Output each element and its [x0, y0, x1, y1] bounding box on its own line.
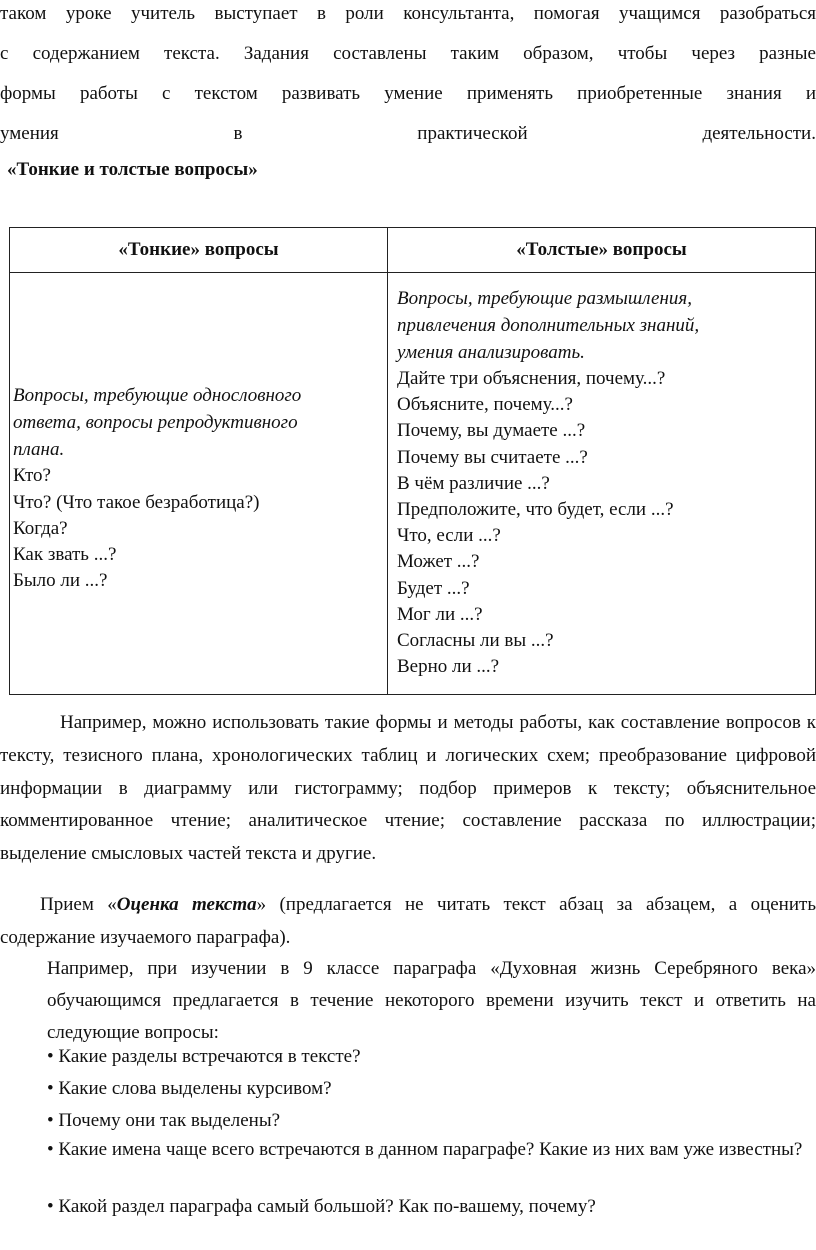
thick-question: Согласны ли вы ...?: [397, 630, 554, 652]
thin-question: Как звать ...?: [13, 544, 117, 566]
thick-question: Что, если ...?: [397, 525, 501, 547]
thick-question: Объясните, почему...?: [397, 394, 573, 416]
intro-line-2: с содержанием текста. Задания составлены таким образом, чтобы через разные: [0, 43, 816, 64]
thin-question: Что? (Что такое безработица?): [13, 491, 260, 513]
bullet-item: [47, 1073, 816, 1105]
technique-suffix: » (предлагается не читать текст абзац за абзацем, а оценить содержание изучаемого параграфа).: [0, 894, 816, 948]
bullet-text: Почему они так выделены?: [58, 1110, 281, 1131]
thick-description-line: умения анализировать.: [397, 342, 585, 363]
intro-word: умения: [0, 123, 59, 144]
bullet-item: [47, 1105, 816, 1137]
bullet-item: [47, 1134, 816, 1166]
bullet-text: Какие слова выделены курсивом?: [58, 1078, 332, 1099]
thick-description-line: Вопросы, требующие размышления,: [397, 288, 692, 309]
thin-question: Когда?: [13, 517, 68, 539]
thick-question: Дайте три объяснения, почему...?: [397, 368, 666, 389]
intro-line-1: таком уроке учитель выступает в роли консультанта, помогая учащимся разобраться: [0, 3, 816, 24]
bullet-marker: •: [47, 1046, 54, 1067]
thick-question: Верно ли ...?: [397, 656, 500, 678]
bullet-text: Какой раздел параграфа самый большой? Как по-вашему, почему?: [58, 1196, 596, 1217]
thin-questions-cell: [10, 273, 388, 695]
thin-description-line: Вопросы, требующие однословного: [13, 385, 302, 407]
technique-paragraph: [0, 889, 816, 954]
thick-questions-header: «Толстые» вопросы: [388, 228, 816, 273]
bullet-marker: •: [47, 1078, 54, 1099]
technique-prefix: Прием «: [40, 894, 117, 915]
thick-question: Будет ...?: [397, 577, 470, 599]
methods-paragraph: Например, можно использовать такие формы и методы работы, как составление вопросов к тексту, тезисного плана, хронологических таблиц и логических схем; преобразование цифровой информации в диаграмму или гистограмму; подбор примеров к тексту; объяснительное комментированное чтение; аналитическое чтение; составление рассказа по иллюстрации; выделение смысловых частей текста и другие.: [0, 712, 816, 865]
thick-description: [397, 285, 815, 366]
intro-line-3: формы работы с текстом развивать умение применять приобретенные знания и: [0, 83, 816, 104]
questions-table: [9, 227, 816, 695]
thin-questions-header: «Тонкие» вопросы: [10, 228, 388, 273]
bullet-marker: •: [47, 1139, 54, 1160]
thick-question: Предположите, что будет, если ...?: [397, 499, 674, 521]
intro-line-4: [0, 122, 816, 146]
thick-questions-cell: [388, 273, 816, 695]
thin-question: Было ли ...?: [13, 570, 108, 592]
thick-description-line: привлечения дополнительных знаний,: [397, 315, 700, 336]
example-paragraph: Например, при изучении в 9 классе параграфа «Духовная жизнь Серебряного века» обучающимся предлагается в течение некоторого времени изучить текст и ответить на следующие вопросы:: [47, 958, 816, 1043]
intro-word: практической: [417, 123, 528, 144]
thin-description-line: плана.: [13, 439, 65, 461]
thick-question: Почему вы считаете ...?: [397, 446, 588, 468]
section-title: «Тонкие и толстые вопросы»: [7, 159, 258, 180]
thick-question: Может ...?: [397, 551, 480, 573]
thin-description: [13, 382, 387, 463]
intro-word: деятельности.: [702, 123, 816, 144]
bullet-item: [47, 1041, 816, 1073]
thick-question: Мог ли ...?: [397, 603, 483, 625]
bullet-marker: •: [47, 1110, 54, 1131]
intro-word: в: [233, 123, 243, 144]
technique-name: Оценка текста: [116, 894, 257, 915]
thick-question: В чём различие ...?: [397, 472, 550, 494]
bullet-text: Какие имена чаще всего встречаются в данном параграфе? Какие из них вам уже известны?: [58, 1139, 803, 1160]
bullet-marker: •: [47, 1196, 54, 1217]
thin-description-line: ответа, вопросы репродуктивного: [13, 412, 298, 434]
bullet-text: Какие разделы встречаются в тексте?: [58, 1046, 361, 1067]
bullet-item: [47, 1191, 816, 1223]
thick-question: Почему, вы думаете ...?: [397, 420, 586, 442]
thin-question: Кто?: [13, 465, 51, 487]
